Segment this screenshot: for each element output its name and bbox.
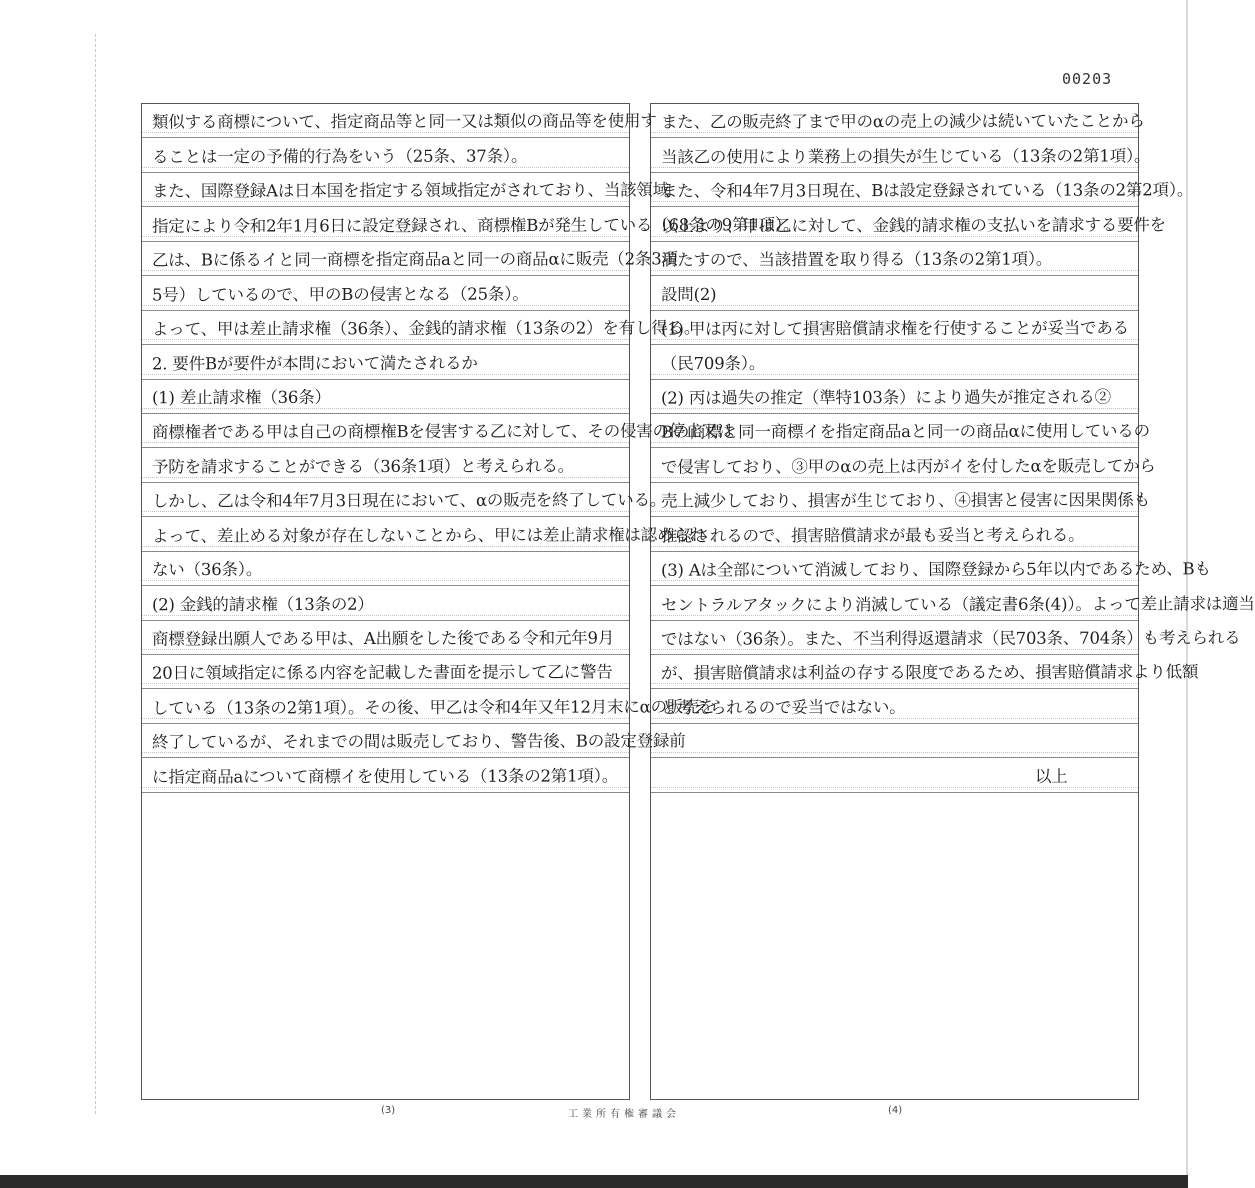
handwritten-line: （民709条）。 bbox=[660, 353, 766, 373]
ruled-line bbox=[651, 586, 1255, 620]
ruled-line bbox=[651, 276, 1138, 310]
handwritten-line: 終了しているが、それまでの間は販売しており、警告後、Bの設定登録前 bbox=[151, 731, 686, 753]
ruled-line bbox=[651, 448, 1156, 482]
handwritten-line: 商標登録出願人である甲は、A出願をした後である令和元年9月 bbox=[151, 628, 615, 649]
handwritten-line: に指定商品aについて商標イを使用している（13条の2第1項）。 bbox=[151, 766, 619, 787]
ruled-line bbox=[142, 276, 629, 310]
handwritten-line: 満たすので、当該措置を取り得る（13条の2第1項）。 bbox=[660, 249, 1053, 270]
ruled-line bbox=[142, 138, 629, 172]
ruled-line bbox=[651, 207, 1167, 241]
handwritten-line: で侵害しており、③甲のαの売上は丙がイを付したαを販売してから bbox=[660, 456, 1156, 477]
ruled-line bbox=[651, 345, 1138, 379]
right-ruled-lines bbox=[651, 104, 1255, 793]
ruled-line bbox=[142, 242, 678, 276]
ruled-line bbox=[651, 138, 1151, 172]
ruled-line bbox=[142, 655, 629, 689]
handwritten-line: と考えられるので妥当ではない。 bbox=[660, 697, 906, 718]
ruled-line bbox=[142, 345, 629, 379]
ruled-line bbox=[651, 173, 1194, 207]
ruled-line bbox=[142, 689, 716, 723]
handwritten-line: ない（36条）。 bbox=[151, 559, 263, 580]
ruled-line bbox=[142, 483, 667, 517]
handwritten-line: Bの商標と同一商標イを指定商品aと同一の商品αに使用しているの bbox=[660, 421, 1150, 443]
handwritten-line: 以上 bbox=[1035, 766, 1069, 786]
ruled-line bbox=[142, 517, 706, 551]
ruled-line bbox=[651, 724, 1138, 758]
handwritten-line: 類似する商標について、指定商品等と同一又は類似の商品等を使用す bbox=[151, 111, 657, 133]
handwritten-line: また、乙の販売終了まで甲のαの売上の減少は続いていたことから bbox=[660, 111, 1145, 133]
ruled-line bbox=[651, 104, 1145, 138]
ruled-line bbox=[142, 552, 629, 586]
ruled-line bbox=[651, 311, 1138, 345]
handwritten-line: (1) 差止請求権（36条） bbox=[151, 387, 331, 408]
handwritten-line: ではない（36条）。また、不当利得返還請求（民703条、704条）も考えられる bbox=[660, 628, 1241, 649]
ruled-line bbox=[651, 689, 1138, 723]
ruled-line bbox=[142, 724, 686, 758]
ruled-line bbox=[142, 173, 670, 207]
handwritten-line: よって、差止める対象が存在しないことから、甲には差止請求権は認められ bbox=[151, 524, 706, 546]
handwritten-line: セントラルアタックにより消滅している（議定書6条(4)）。よって差止請求は適当 bbox=[660, 593, 1255, 615]
handwritten-line: また、国際登録Aは日本国を指定する領域指定がされており、当該領域 bbox=[151, 180, 670, 201]
handwritten-line: 指定により令和2年1月6日に設定登録され、商標権Bが発生している（68条の9第1項）。 bbox=[151, 214, 800, 236]
handwritten-line: (3) Aは全部について消滅しており、国際登録から5年以内であるため、Bも bbox=[660, 559, 1211, 580]
handwritten-line: 設問(2) bbox=[660, 284, 717, 304]
ruled-line bbox=[142, 586, 629, 620]
ruled-line bbox=[651, 621, 1241, 655]
handwritten-line: (2) 丙は過失の推定（準特103条）により過失が推定される② bbox=[660, 387, 1111, 408]
ruled-line bbox=[142, 414, 735, 448]
handwritten-line: 推認されるので、損害賠償請求が最も妥当と考えられる。 bbox=[660, 525, 1085, 546]
right-answer-sheet bbox=[650, 103, 1255, 1100]
ruled-line bbox=[651, 655, 1199, 689]
ruled-line bbox=[142, 448, 629, 482]
handwritten-line: (1) 甲は丙に対して損害賠償請求権を行使することが妥当である bbox=[660, 318, 1129, 339]
handwritten-line: よって、甲は差止請求権（36条）、金銭的請求権（13条の2）を有し得る。 bbox=[151, 318, 701, 339]
council-label: 工業所有権審議会 bbox=[568, 1109, 680, 1120]
handwritten-line: 以上より、甲は乙に対して、金銭的請求権の支払いを請求する要件を bbox=[660, 215, 1167, 236]
handwritten-line: 商標権者である甲は自己の商標権Bを侵害する乙に対して、その侵害の停止又は bbox=[151, 421, 735, 443]
handwritten-line: 20日に領域指定に係る内容を記載した書面を提示して乙に警告 bbox=[151, 662, 613, 684]
handwritten-line: している（13条の2第1項）。その後、甲乙は令和4年又年12月末にαの販売を bbox=[151, 697, 716, 718]
ruled-line bbox=[142, 311, 701, 345]
handwritten-line: 当該乙の使用により業務上の損失が生じている（13条の2第1項）。 bbox=[660, 146, 1151, 167]
ruled-line bbox=[651, 552, 1211, 586]
scan-edge-right bbox=[1186, 0, 1188, 1175]
ruled-line bbox=[651, 483, 1151, 517]
handwritten-line: が、損害賠償請求は利益の存する限度であるため、損害賠償請求より低額 bbox=[660, 662, 1199, 684]
ruled-line bbox=[651, 380, 1138, 414]
ruled-line bbox=[651, 758, 1138, 792]
ruled-line bbox=[142, 758, 629, 792]
handwritten-line: 5号）しているので、甲のBの侵害となる（25条）。 bbox=[151, 284, 529, 305]
handwritten-line: (2) 金銭的請求権（13条の2） bbox=[151, 594, 374, 614]
scan-edge-left bbox=[95, 34, 96, 1114]
ruled-line bbox=[142, 380, 629, 414]
handwritten-line: ることは一定の予備的行為をいう（25条、37条）。 bbox=[151, 146, 528, 167]
page-number: 00203 bbox=[1062, 70, 1113, 88]
scan-bottom-bar bbox=[0, 1175, 1188, 1188]
right-page-label: (4) bbox=[888, 1105, 903, 1116]
handwritten-line: 乙は、Bに係るイと同一商標を指定商品aと同一の商品αに販売（2条3項 bbox=[151, 249, 678, 270]
ruled-line bbox=[651, 242, 1138, 276]
handwritten-line: 売上減少しており、損害が生じており、④損害と侵害に因果関係も bbox=[660, 490, 1151, 511]
handwritten-line: また、令和4年7月3日現在、Bは設定登録されている（13条の2第2項）。 bbox=[660, 180, 1194, 202]
ruled-line bbox=[651, 517, 1138, 551]
ruled-line bbox=[651, 414, 1150, 448]
handwritten-line: しかし、乙は令和4年7月3日現在において、αの販売を終了している。 bbox=[151, 490, 667, 511]
left-page-label: (3) bbox=[381, 1105, 396, 1116]
ruled-line bbox=[142, 621, 629, 655]
ruled-line bbox=[142, 207, 800, 241]
handwritten-line: 2. 要件Bが要件が本問において満たされるか bbox=[151, 353, 478, 373]
handwritten-line: 予防を請求することができる（36条1項）と考えられる。 bbox=[151, 456, 575, 477]
ruled-line bbox=[142, 104, 657, 138]
